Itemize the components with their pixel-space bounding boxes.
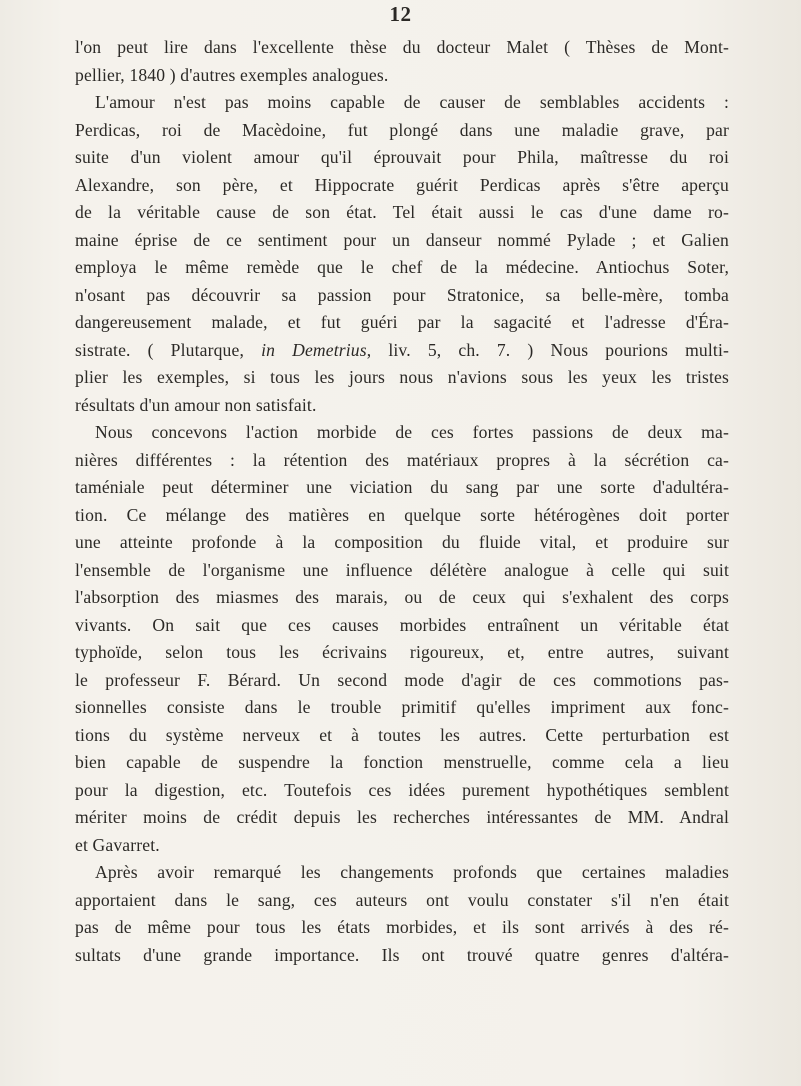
text-line: maine éprise de ce sentiment pour un danseur nommé Pylade ; et Galien	[75, 229, 729, 250]
text-line: l'absorption des miasmes des marais, ou de ceux qui s'exhalent des corps	[75, 587, 729, 607]
text-line: Après avoir remarqué les changements profonds que certaines maladies	[95, 862, 729, 882]
text-line: pellier, 1840 ) d'autres exemples analogues.	[75, 64, 389, 85]
text-line: Alexandre, son père, et Hippocrate guérit Perdicas après s'être aperçu	[75, 174, 729, 195]
text-line: typhoïde, selon tous les écrivains rigoureux, et, entre autres, suivant	[75, 642, 729, 662]
text-line: sultats d'une grande importance. Ils ont trouvé quatre genres d'altéra-	[75, 944, 729, 965]
text-line: pour la digestion, etc. Toutefois ces idées purement hypothétiques semblent	[75, 779, 729, 800]
text-line: sionnelles consiste dans le trouble primitif qu'elles impriment aux fonc-	[75, 697, 729, 717]
text-line: le professeur F. Bérard. Un second mode d'agir de ces commotions pas-	[75, 669, 729, 690]
text-line: et Gavarret.	[75, 834, 160, 855]
page-number: 12	[389, 2, 412, 26]
body-text	[75, 34, 729, 969]
text-line: suite d'un violent amour qu'il éprouvait pour Phila, maîtresse du roi	[75, 147, 729, 167]
text-line: sistrate. ( Plutarque, in Demetrius, liv. 5, ch. 7. ) Nous pourions multi-	[75, 339, 729, 360]
text-line: L'amour n'est pas moins capable de causer de semblables accidents :	[95, 92, 729, 112]
text-line: tion. Ce mélange des matières en quelque sorte hétérogènes doit porter	[75, 504, 729, 525]
text-line: mériter moins de crédit depuis les recherches intéressantes de MM. Andral	[75, 807, 729, 827]
text-line: bien capable de suspendre la fonction menstruelle, comme cela a lieu	[75, 752, 729, 772]
text-line: Nous concevons l'action morbide de ces fortes passions de deux ma-	[95, 422, 729, 442]
text-line: nières différentes : la rétention des matériaux propres à la sécrétion ca-	[75, 449, 729, 470]
text-line: dangereusement malade, et fut guéri par la sagacité et l'adresse d'Éra-	[75, 312, 729, 332]
text-line: l'on peut lire dans l'excellente thèse du docteur Malet ( Thèses de Mont-	[75, 37, 729, 57]
text-line: taméniale peut déterminer une viciation du sang par une sorte d'adultéra-	[75, 477, 729, 497]
text-line: une atteinte profonde à la composition du fluide vital, et produire sur	[75, 532, 729, 552]
text-line: plier les exemples, si tous les jours nous n'avions sous les yeux les tristes	[75, 367, 729, 387]
italic-citation: in Demetrius	[261, 339, 367, 360]
text-line: de la véritable cause de son état. Tel était aussi le cas d'une dame ro-	[75, 202, 729, 222]
text-line: employa le même remède que le chef de la médecine. Antiochus Soter,	[75, 257, 729, 277]
text-line: Perdicas, roi de Macèdoine, fut plongé dans une maladie grave, par	[75, 119, 729, 140]
text-line: l'ensemble de l'organisme une influence délétère analogue à celle qui suit	[75, 559, 729, 580]
text-line: n'osant pas découvrir sa passion pour Stratonice, sa belle-mère, tomba	[75, 284, 729, 305]
text-line: pas de même pour tous les états morbides, et ils sont arrivés à des ré-	[75, 917, 729, 937]
text-line: résultats d'un amour non satisfait.	[75, 394, 317, 415]
text-line: vivants. On sait que ces causes morbides entraînent un véritable état	[75, 614, 729, 635]
text-line: tions du système nerveux et à toutes les autres. Cette perturbation est	[75, 724, 729, 745]
text-line: apportaient dans le sang, ces auteurs ont voulu constater s'il n'en était	[75, 889, 729, 910]
